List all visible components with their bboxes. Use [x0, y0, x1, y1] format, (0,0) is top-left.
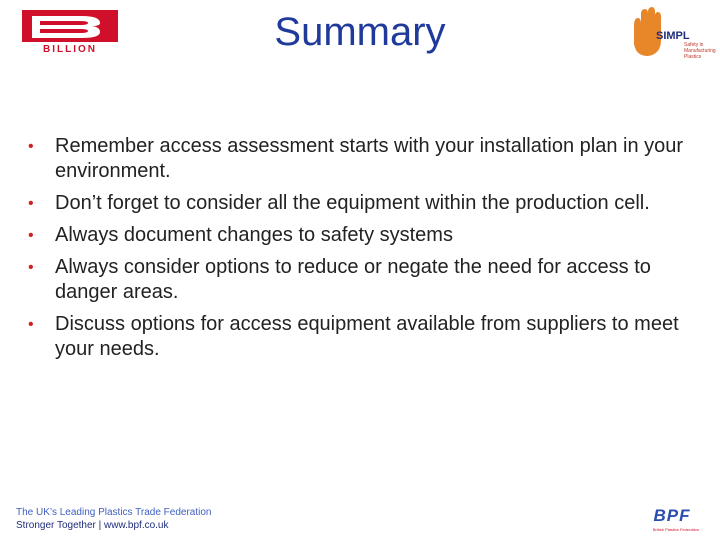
list-item	[24, 134, 694, 184]
list-item	[24, 191, 694, 216]
footer	[16, 506, 211, 532]
list-item	[24, 312, 694, 362]
footer-tagline: The UK’s Leading Plastics Trade Federation	[16, 507, 212, 518]
page-title: Summary	[274, 10, 446, 54]
billion-logo-text: BILLION	[43, 44, 97, 54]
bullet-icon: •	[28, 316, 34, 333]
simpl-logo-text: SIMPL	[656, 30, 690, 42]
list-item-text: Always document changes to safety systems	[55, 224, 453, 246]
list-item	[24, 255, 694, 305]
bullet-icon: •	[28, 227, 34, 244]
summary-list	[24, 134, 694, 369]
bullet-icon: •	[28, 195, 34, 212]
bpf-logo-text: BPF	[653, 506, 691, 525]
list-item-text: Always consider options to reduce or negate the need for access to danger areas.	[55, 256, 651, 303]
simpl-tagline: Safety in Manufacturing Plastics	[684, 42, 716, 60]
bullet-icon: •	[28, 259, 34, 276]
footer-website: Stronger Together | www.bpf.co.uk	[16, 520, 169, 531]
list-item-text: Discuss options for access equipment available from suppliers to meet your needs.	[55, 313, 679, 360]
list-item-text: Don’t forget to consider all the equipment within the production cell.	[55, 192, 650, 214]
list-item	[24, 223, 694, 248]
list-item-text: Remember access assessment starts with your installation plan in your environment.	[55, 135, 684, 182]
bpf-logo	[636, 504, 706, 534]
bullet-icon: •	[28, 138, 34, 155]
bpf-logo-caption: British Plastics Federation	[652, 527, 700, 532]
